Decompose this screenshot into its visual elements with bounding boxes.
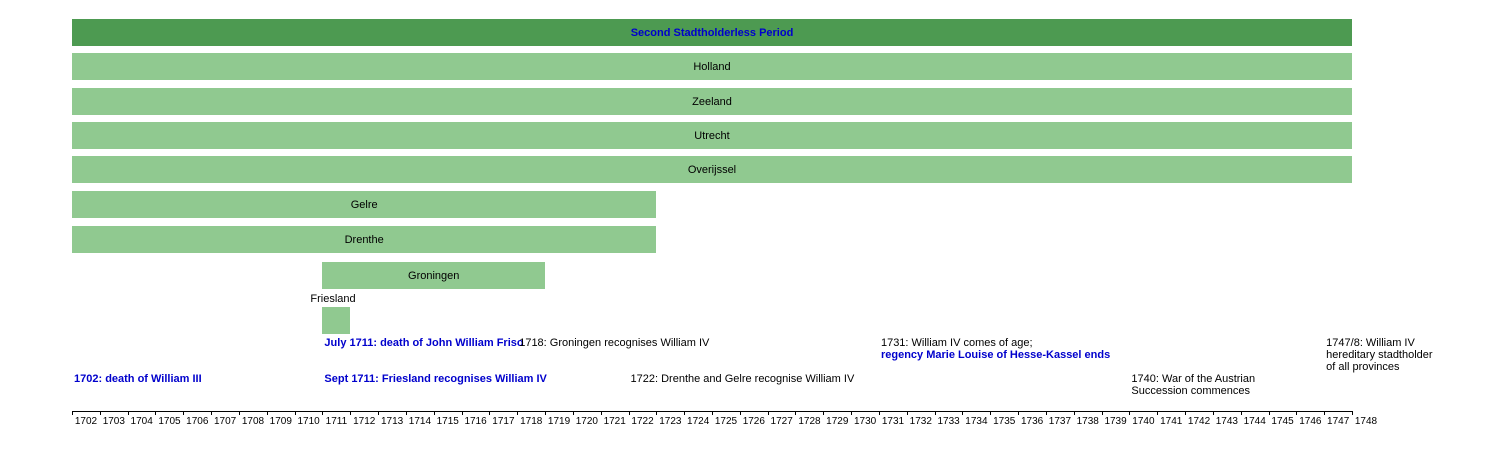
axis-tick (517, 411, 518, 415)
axis-tick-label: 1704 (130, 416, 153, 427)
axis-tick (768, 411, 769, 415)
bar-label: Utrecht (694, 129, 730, 142)
axis-tick-label: 1746 (1299, 416, 1322, 427)
axis-tick (740, 411, 741, 415)
timeline-header-bar (72, 19, 1352, 46)
axis-tick (267, 411, 268, 415)
axis-tick (1296, 411, 1297, 415)
axis-tick-label: 1721 (603, 416, 626, 427)
bar-label: Second Stadtholderless Period (630, 26, 794, 39)
axis-tick-label: 1739 (1104, 416, 1127, 427)
axis-tick (684, 411, 685, 415)
timeline-annotation: Succession commences (1131, 385, 1250, 397)
timeline-annotation: 1740: War of the Austrian (1131, 373, 1256, 385)
axis-tick (155, 411, 156, 415)
axis-tick-label: 1747 (1327, 416, 1350, 427)
axis-tick-label: 1710 (297, 416, 320, 427)
timeline-annotation: 1747/8: William IV (1326, 337, 1415, 349)
axis-tick-label: 1723 (659, 416, 682, 427)
timeline-annotation: 1718: Groningen recognises William IV (519, 337, 710, 349)
axis-tick (545, 411, 546, 415)
axis-tick-label: 1718 (520, 416, 543, 427)
axis-tick-label: 1725 (714, 416, 738, 427)
axis-tick (935, 411, 936, 415)
timeline-bar (72, 191, 656, 218)
axis-tick (1269, 411, 1270, 415)
axis-tick (239, 411, 240, 415)
axis-tick-label: 1748 (1354, 416, 1378, 427)
axis-tick-label: 1713 (380, 416, 404, 427)
timeline-bar (72, 226, 656, 253)
axis-tick (350, 411, 351, 415)
timeline-annotation: 1722: Drenthe and Gelre recognise William IV (630, 373, 855, 385)
axis-tick-label: 1714 (408, 416, 432, 427)
timeline-annotation: July 1711: death of John William Friso (324, 337, 524, 349)
axis-tick (1324, 411, 1325, 415)
bar-label: Friesland (310, 293, 356, 305)
timeline-bar (322, 262, 545, 289)
axis-tick-label: 1706 (186, 416, 209, 427)
axis-tick (1018, 411, 1019, 415)
axis-tick-label: 1712 (353, 416, 376, 427)
axis-tick-label: 1726 (742, 416, 765, 427)
axis-tick-label: 1716 (464, 416, 487, 427)
axis-tick (183, 411, 184, 415)
axis-tick-label: 1734 (965, 416, 988, 427)
axis-tick (656, 411, 657, 415)
timeline-bar (322, 307, 350, 334)
axis-tick-label: 1727 (770, 416, 793, 427)
axis-tick (1074, 411, 1075, 415)
bar-label: Drenthe (344, 233, 384, 246)
axis-tick (601, 411, 602, 415)
bar-label: Zeeland (692, 95, 732, 108)
bar-label: Groningen (408, 269, 460, 282)
axis-tick (990, 411, 991, 415)
axis-tick-label: 1735 (993, 416, 1016, 427)
axis-tick-label: 1733 (937, 416, 960, 427)
axis-tick (879, 411, 880, 415)
axis-tick-label: 1738 (1076, 416, 1099, 427)
axis-tick-label: 1744 (1243, 416, 1266, 427)
timeline-bar (72, 88, 1352, 115)
axis-tick (1241, 411, 1242, 415)
axis-tick (1157, 411, 1158, 415)
axis-tick (712, 411, 713, 415)
axis-tick-label: 1730 (854, 416, 877, 427)
axis-tick-label: 1740 (1132, 416, 1155, 427)
axis-tick-label: 1702 (74, 416, 98, 427)
bar-label: Holland (693, 60, 731, 73)
axis-tick-label: 1705 (158, 416, 181, 427)
axis-tick (100, 411, 101, 415)
axis-tick (211, 411, 212, 415)
timeline-bar (72, 122, 1352, 149)
bar-label: Gelre (350, 198, 378, 211)
axis-tick (907, 411, 908, 415)
timeline-annotation: Sept 1711: Friesland recognises William IV (324, 373, 547, 385)
axis-tick (795, 411, 796, 415)
bar-label: Overijssel (687, 163, 737, 176)
axis-tick (1185, 411, 1186, 415)
axis-tick (1129, 411, 1130, 415)
axis-tick-label: 1703 (102, 416, 125, 427)
axis-tick (72, 411, 73, 415)
axis-tick-label: 1719 (547, 416, 571, 427)
axis-tick (629, 411, 630, 415)
axis-tick-label: 1737 (1048, 416, 1072, 427)
axis-tick-label: 1717 (492, 416, 515, 427)
timeline-annotation: regency Marie Louise of Hesse-Kassel ends (880, 349, 1111, 361)
axis-tick-label: 1715 (436, 416, 459, 427)
axis-tick (851, 411, 852, 415)
axis-tick (962, 411, 963, 415)
axis-tick-label: 1743 (1215, 416, 1238, 427)
timeline-annotation: hereditary stadtholder (1326, 349, 1433, 361)
axis-tick (462, 411, 463, 415)
axis-tick-label: 1731 (881, 416, 905, 427)
axis-tick (434, 411, 435, 415)
axis-tick-label: 1708 (241, 416, 265, 427)
axis-tick (573, 411, 574, 415)
axis-tick-label: 1732 (909, 416, 932, 427)
axis-tick-label: 1742 (1187, 416, 1211, 427)
axis-tick (406, 411, 407, 415)
axis-tick-label: 1720 (575, 416, 598, 427)
timeline-bar (72, 156, 1352, 183)
axis-tick-label: 1736 (1020, 416, 1044, 427)
axis-tick (378, 411, 379, 415)
timeline-annotation: 1731: William IV comes of age; (880, 337, 1033, 349)
timeline-annotation: of all provinces (1326, 361, 1400, 373)
axis-tick (322, 411, 323, 415)
axis-tick-label: 1709 (269, 416, 292, 427)
axis-tick-label: 1741 (1160, 416, 1183, 427)
timeline-annotation: 1702: death of William III (74, 373, 202, 385)
axis-tick (1213, 411, 1214, 415)
axis-tick (128, 411, 129, 415)
axis-tick (295, 411, 296, 415)
axis-tick-label: 1728 (798, 416, 821, 427)
axis-tick-label: 1724 (687, 416, 710, 427)
axis-tick (1102, 411, 1103, 415)
timeline-bar (72, 53, 1352, 80)
axis-tick-label: 1745 (1271, 416, 1294, 427)
axis-tick-label: 1722 (631, 416, 654, 427)
axis-tick (1046, 411, 1047, 415)
axis-tick-label: 1707 (214, 416, 237, 427)
axis-tick (823, 411, 824, 415)
axis-tick-label: 1711 (325, 416, 348, 427)
axis-tick-label: 1729 (826, 416, 849, 427)
axis-tick (1352, 411, 1353, 415)
axis-tick (489, 411, 490, 415)
